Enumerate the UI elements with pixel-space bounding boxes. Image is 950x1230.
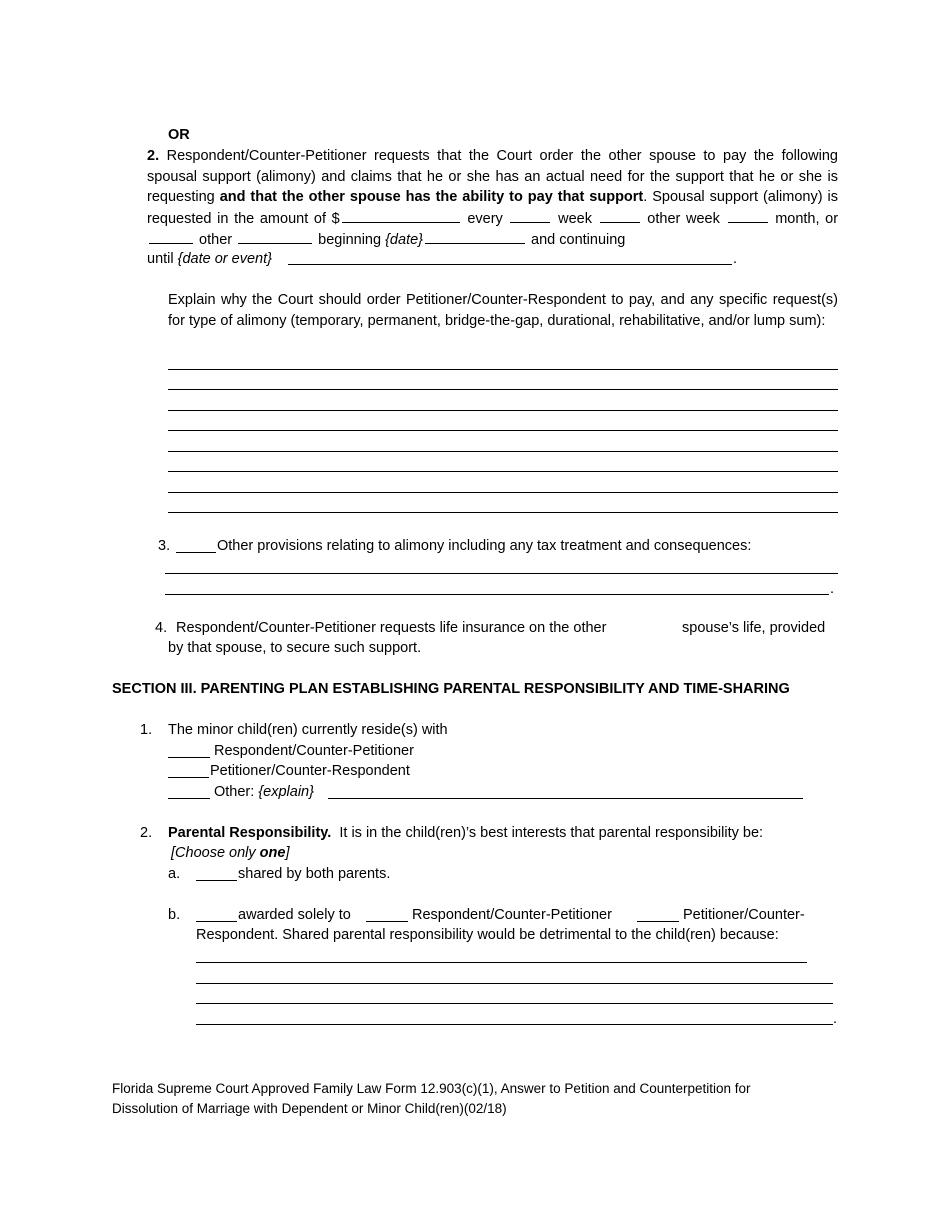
item-3-line-1[interactable] — [165, 573, 838, 574]
option-b-petitioner-label: Petitioner/Counter- — [683, 907, 805, 923]
s3-item-1-text: The minor child(ren) currently reside(s) with — [168, 722, 448, 738]
option-b-label: b. — [168, 907, 181, 923]
item-2-paragraph: 2. Respondent/Counter-Petitioner requests that the Court order the other spouse to pay the following spousal support (alimony) and claims that he or she has an actual need for the support that he or she is requesting and that the other spouse has the ability to pay that support. Spousal support (alimony) is requested in the amount of $ every week other week month, or other beginning {date} and continuing — [147, 148, 839, 248]
footer-line-2: Dissolution of Marriage with Dependent or Minor Child(ren)(02/18) — [112, 1101, 507, 1116]
s3-item-2-text: Parental Responsibility. It is in the child(ren)’s best interests that parental responsibility be: — [168, 825, 764, 841]
other-week-blank[interactable] — [600, 208, 640, 223]
until-date-blank[interactable] — [288, 264, 732, 265]
option-b-line-4[interactable] — [196, 1024, 833, 1025]
option-a-blank[interactable] — [196, 880, 237, 881]
explain-line-8[interactable] — [168, 512, 838, 513]
item-4-text-c: by that spouse, to secure such support. — [168, 640, 422, 656]
reside-petitioner-blank[interactable] — [168, 777, 209, 778]
choose-only-one-note: [Choose only one] — [171, 845, 290, 861]
item-2-number: 2. — [147, 148, 160, 164]
option-b-line-3[interactable] — [196, 1003, 833, 1004]
option-b-petitioner-blank[interactable] — [637, 921, 679, 922]
reside-other-explain-blank[interactable] — [328, 798, 803, 799]
option-b-line-2[interactable] — [196, 983, 833, 984]
option-b-text-1: awarded solely to — [238, 907, 351, 923]
option-a-text: shared by both parents. — [238, 866, 391, 882]
explain-line-7[interactable] — [168, 492, 838, 493]
every-week-blank[interactable] — [510, 208, 550, 223]
option-b-blank[interactable] — [196, 921, 237, 922]
beginning-date-blank[interactable] — [425, 229, 525, 244]
explain-line-3[interactable] — [168, 410, 838, 411]
parental-responsibility-title: Parental Responsibility. — [168, 825, 332, 841]
reside-petitioner-label: Petitioner/Counter-Respondent — [210, 763, 410, 779]
item-3-line-2[interactable] — [165, 594, 829, 595]
option-b-text-2: Respondent. Shared parental responsibility would be detrimental to the child(ren) because: — [196, 927, 779, 943]
explain-paragraph: Explain why the Court should order Petitioner/Counter-Respondent to pay, and any specific request(s) for type of alimony (temporary, permanent, bridge-the-gap, durational, rehabilitative, and/or lump sum): — [168, 292, 838, 329]
reside-other-label: Other: {explain} — [214, 784, 314, 800]
option-a-label: a. — [168, 866, 181, 882]
option-b-respondent-label: Respondent/Counter-Petitioner — [412, 907, 612, 923]
until-line: until {date or event} — [147, 251, 272, 267]
s3-item-2-number: 2. — [140, 825, 153, 841]
explain-line-5[interactable] — [168, 451, 838, 452]
item-3-period: . — [830, 581, 835, 597]
amount-blank[interactable] — [342, 208, 460, 223]
option-b-respondent-blank[interactable] — [366, 921, 408, 922]
item-3-text: Other provisions relating to alimony including any tax treatment and consequences: — [217, 538, 752, 554]
explain-line-4[interactable] — [168, 430, 838, 431]
option-b-line-1[interactable] — [196, 962, 807, 963]
month-blank[interactable] — [728, 208, 768, 223]
reside-other-blank[interactable] — [168, 798, 210, 799]
other-period-blank[interactable] — [149, 229, 193, 244]
item-3-check-blank[interactable] — [176, 552, 216, 553]
item-4-text-a: Respondent/Counter-Petitioner requests life insurance on the other — [176, 620, 607, 636]
footer-line-1: Florida Supreme Court Approved Family Law Form 12.903(c)(1), Answer to Petition and Counterpetition for — [112, 1081, 751, 1096]
other-period-2-blank[interactable] — [238, 229, 312, 244]
reside-respondent-label: Respondent/Counter-Petitioner — [214, 743, 414, 759]
or-label: OR — [168, 127, 190, 143]
item-4-number: 4. — [155, 620, 168, 636]
s3-item-1-number: 1. — [140, 722, 153, 738]
explain-line-2[interactable] — [168, 389, 838, 390]
until-period: . — [733, 251, 738, 267]
section-3-heading: SECTION III. PARENTING PLAN ESTABLISHING PARENTAL RESPONSIBILITY AND TIME-SHARING — [112, 681, 790, 697]
option-b-period: . — [833, 1011, 838, 1027]
item-4-text-b: spouse’s life, provided — [682, 620, 826, 636]
explain-line-6[interactable] — [168, 471, 838, 472]
explain-line-1[interactable] — [168, 369, 838, 370]
item-3-number: 3. — [158, 538, 171, 554]
reside-respondent-blank[interactable] — [168, 757, 210, 758]
